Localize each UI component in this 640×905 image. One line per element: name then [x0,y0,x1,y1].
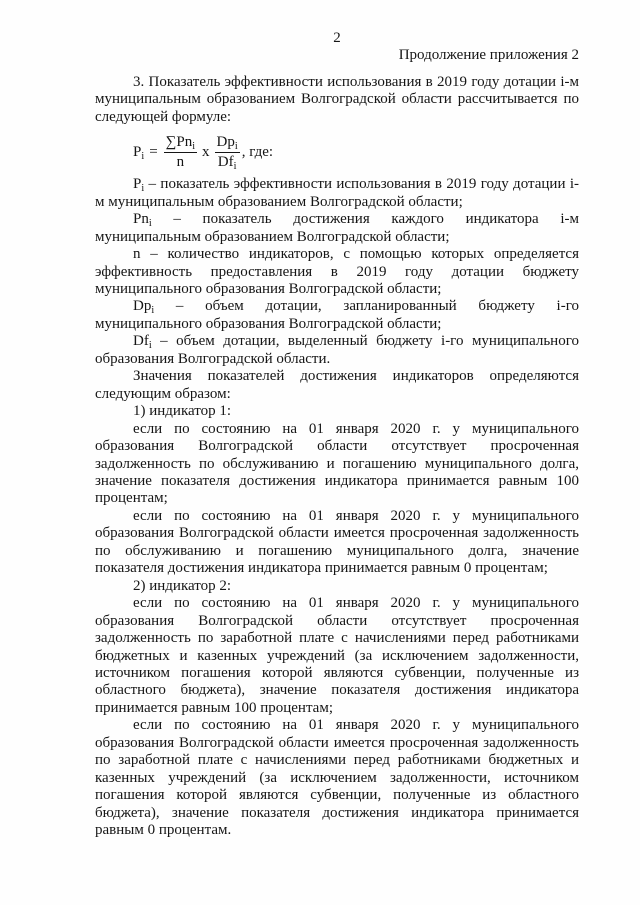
formula-lhs [133,144,144,161]
formula-multiply-sign: x [202,143,210,160]
numerator-subscript: i [234,140,238,152]
text-column [95,30,579,839]
numerator-symbol: Dp [216,133,235,150]
numerator-sum-symbol: ∑Pn [165,133,193,150]
definition-symbol: Pn [133,211,149,228]
fraction-numerator [215,134,240,153]
definition-n [95,246,579,298]
definition-subscript: i [148,218,152,230]
indicator-1-heading: 1) индикатор 1: [133,403,232,420]
denominator-subscript: i [233,160,237,172]
formula-fraction-indicators [164,134,197,171]
definition-text: – количество индикаторов, с помощью которых определяется эффективность предоставления в 2019 году дотации бюджету муниципального образования Волгоградской области; [95,246,579,297]
fraction-denominator: n [176,153,185,170]
formula-lhs-symbol: P [133,143,142,160]
denominator-symbol: Df [217,153,234,170]
page-number: 2 [333,30,341,46]
definition-df-i [95,333,579,368]
indicator-2-case-no-debt: если по состоянию на 01 января 2020 г. у муниципального образования Волгоградской области отсутствует просроченная задолженность по заработной плате с начислениями перед работниками бюджетных и казенных учреждений (за исключением задолженности, источником погашения которой являются субвенции, полученные из областного бюджета), значение показателя достижения индикатора принимается равным 100 процентам; [95,595,579,716]
definition-text: – объем дотации, выделенный бюджету i-го муниципального образования Волгоградской области. [95,333,579,367]
fraction-numerator [164,134,197,153]
definition-subscript: i [148,340,152,352]
definition-pn-i [95,211,579,246]
definition-text: – показатель эффективности использования в 2019 году дотации i-м муниципальным образованием Волгоградской области; [95,176,579,210]
indicator-2-heading: 2) индикатор 2: [133,577,232,594]
definition-text: – объем дотации, запланированный бюджету i-го муниципального образования Волгоградской области; [95,298,579,332]
definition-p-i [95,176,579,211]
definition-symbol: Dp [133,298,152,315]
formula-equals-sign: = [149,143,158,160]
fraction-denominator [218,153,237,171]
formula-tail: , где: [241,143,274,160]
definition-symbol: Df [133,333,149,350]
appendix-continuation-label: Продолжение приложения 2 [398,47,579,64]
paragraph-indicator-values-intro: Значения показателей достижения индикаторов определяются следующим образом: [95,368,579,402]
indicator-1-case-debt: если по состоянию на 01 января 2020 г. у муниципального образования Волгоградской области имеется просроченная задолженность по обслуживанию и погашению муниципального долга, значение показателя достижения индикатора принимается равным 0 процентам; [95,507,579,577]
definition-symbol: P [133,176,142,193]
definition-dp-i [95,298,579,333]
formula-fraction-subsidy [215,134,240,171]
definition-subscript: i [141,183,145,195]
definition-text: – показатель достижения каждого индикатора i-м муниципальным образованием Волгоградской области; [95,211,579,245]
indicator-2-case-debt: если по состоянию на 01 января 2020 г. у муниципального образования Волгоградской области имеется просроченная задолженность по заработной плате с начислениями перед работниками бюджетных и казенных учреждений (за исключением задолженности, источником погашения которой являются субвенции, полученные из областного бюджета), значение показателя достижения индикатора принимается равным 0 процентам. [95,717,579,839]
indicator-1-case-no-debt: если по состоянию на 01 января 2020 г. у муниципального образования Волгоградской области отсутствует просроченная задолженность по обслуживанию и погашению муниципального долга, значение показателя достижения индикатора принимается равным 100 процентам; [95,420,579,507]
formula-lhs-subscript: i [141,150,145,162]
efficiency-formula [133,132,579,172]
definition-symbol: n [133,246,141,263]
paragraph-formula-intro: 3. Показатель эффективности использования в 2019 году дотации i-м муниципальным образованием Волгоградской области рассчитывается по следующей формуле: [95,73,579,125]
definition-subscript: i [151,305,155,317]
numerator-subscript: i [192,140,196,152]
